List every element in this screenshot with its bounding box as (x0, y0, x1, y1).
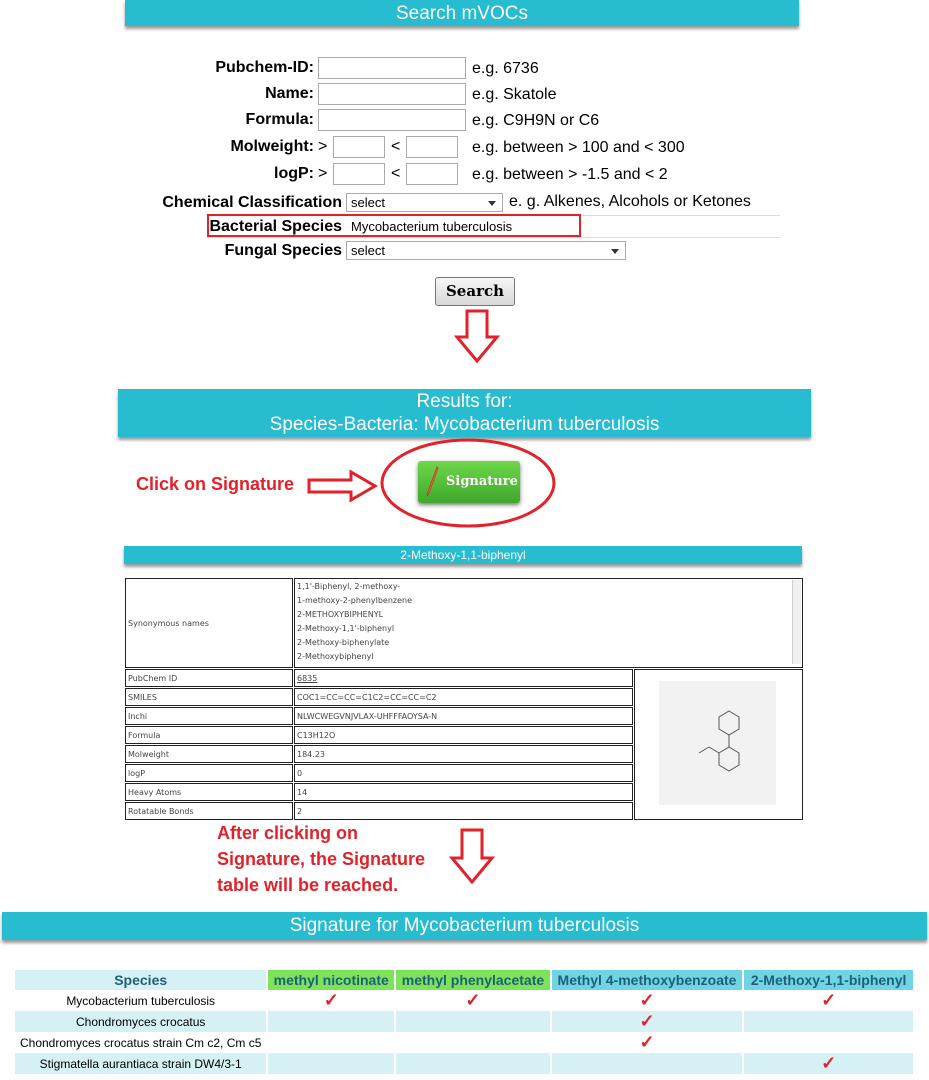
scrollbar[interactable] (792, 580, 801, 664)
logp-label: logP: (274, 165, 314, 182)
check-cell (267, 990, 395, 1011)
down-arrow-icon (450, 828, 494, 884)
logp-hint: e.g. between > -1.5 and < 2 (472, 166, 668, 183)
detail-value: COC1=CC=CC=C1C2=CC=CC=C2 (294, 688, 633, 706)
check-cell (395, 990, 551, 1011)
search-button[interactable] (435, 277, 515, 306)
compound-column-header[interactable]: methyl phenylacetate (395, 970, 551, 990)
synonym-item: 1-methoxy-2-phenylbenzene (297, 596, 413, 605)
check-cell (267, 1011, 395, 1032)
detail-value[interactable]: 6835 (294, 669, 633, 687)
detail-value: 14 (294, 783, 633, 801)
species-name: Chondromyces crocatus strain Cm c2, Cm c5 (15, 1032, 267, 1053)
detail-value: 0 (294, 764, 633, 782)
molweight-hint: e.g. between > 100 and < 300 (472, 139, 685, 156)
checkmark-icon: ✓ (639, 990, 655, 1010)
signature-table (15, 970, 915, 1074)
molweight-min-input[interactable] (333, 136, 385, 158)
search-header (125, 0, 799, 26)
species-column-header: Species (15, 970, 267, 990)
annotation-line1: After clicking on (217, 823, 359, 843)
pubchem-hint: e.g. 6736 (472, 60, 539, 77)
check-cell (743, 1032, 914, 1053)
down-arrow-icon (455, 309, 499, 363)
check-cell (551, 1011, 743, 1032)
signature-button[interactable] (418, 461, 520, 503)
fungal-select[interactable] (346, 241, 626, 260)
synonym-item: 2-Methoxy-biphenylate (297, 638, 390, 647)
pencil-icon (426, 467, 440, 515)
detail-value: C13H12O (294, 726, 633, 744)
synonym-item: 2-METHOXYBIPHENYL (297, 610, 384, 619)
species-name: Mycobacterium tuberculosis (15, 990, 267, 1011)
synonyms-list[interactable] (294, 578, 803, 668)
checkmark-icon: ✓ (639, 1032, 655, 1052)
species-name: Stigmatella aurantiaca strain DW4/3-1 (15, 1053, 267, 1074)
check-cell (395, 1011, 551, 1032)
name-input[interactable] (318, 83, 466, 105)
pubchem-label: Pubchem-ID: (215, 59, 314, 76)
detail-label: logP (125, 764, 293, 782)
results-line1: Results for: (416, 391, 513, 412)
detail-label: Heavy Atoms (125, 783, 293, 801)
compound-title: 2-Methoxy-1,1-biphenyl (400, 548, 526, 562)
table-row (15, 1011, 914, 1032)
molweight-gt: > (318, 138, 328, 155)
name-hint: e.g. Skatole (472, 86, 557, 103)
search-title: Search mVOCs (396, 3, 528, 24)
results-line2: Species-Bacteria: Mycobacterium tuberculosis (269, 414, 660, 435)
compound-column-header[interactable]: Methyl 4-methoxybenzoate (551, 970, 743, 990)
detail-value: NLWCWEGVNJVLAX-UHFFFAOYSA-N (294, 707, 633, 725)
check-cell (267, 1053, 395, 1074)
detail-label: Rotatable Bonds (125, 802, 293, 820)
checkmark-icon: ✓ (323, 990, 339, 1010)
synonym-item: 1,1'-Biphenyl, 2-methoxy- (297, 582, 401, 591)
logp-gt: > (318, 165, 328, 182)
checkmark-icon: ✓ (465, 990, 481, 1010)
table-row (15, 1032, 914, 1053)
detail-label: Inchi (125, 707, 293, 725)
detail-label: PubChem ID (125, 669, 293, 687)
synonyms-label: Synonymous names (125, 578, 293, 668)
compound-header (124, 546, 802, 564)
logp-max-input[interactable] (406, 163, 458, 185)
logp-lt: < (391, 165, 401, 182)
checkmark-icon: ✓ (639, 1011, 655, 1031)
formula-hint: e.g. C9H9N or C6 (472, 112, 600, 129)
logp-min-input[interactable] (333, 163, 385, 185)
results-header (118, 389, 811, 437)
check-cell (743, 1011, 914, 1032)
checkmark-icon: ✓ (821, 990, 837, 1010)
fungal-select-value: select (351, 243, 385, 258)
table-row (15, 990, 914, 1011)
synonym-item: 2-Methoxybiphenyl (297, 652, 374, 661)
check-cell (551, 1053, 743, 1074)
check-cell (551, 990, 743, 1011)
species-name: Chondromyces crocatus (15, 1011, 267, 1032)
search-button-label: Search (445, 282, 505, 300)
structure-image (659, 681, 776, 805)
compound-detail-panel (124, 577, 804, 816)
compound-column-header[interactable]: 2-Methoxy-1,1-biphenyl (743, 970, 914, 990)
detail-label: SMILES (125, 688, 293, 706)
classification-select-value: select (351, 195, 385, 210)
fungal-label: Fungal Species (224, 242, 342, 259)
check-cell (743, 1053, 914, 1074)
compound-column-header[interactable]: methyl nicotinate (267, 970, 395, 990)
classification-hint: e. g. Alkenes, Alcohols or Ketones (509, 193, 751, 210)
annotation-note (217, 820, 425, 898)
check-cell (395, 1053, 551, 1074)
annotation-line2: Signature, the Signature (217, 849, 426, 869)
molweight-max-input[interactable] (406, 136, 458, 158)
signature-button-label: Signature (446, 474, 518, 489)
bacterial-label: Bacterial Species (209, 218, 342, 235)
click-instruction: Click on Signature (136, 474, 295, 494)
detail-label: Molweight (125, 745, 293, 763)
chevron-down-icon (611, 249, 619, 254)
signature-header (2, 912, 927, 940)
name-label: Name: (265, 85, 314, 102)
checkmark-icon: ✓ (821, 1053, 837, 1073)
right-arrow-icon (307, 470, 377, 502)
bacterial-select[interactable] (351, 219, 512, 234)
classification-label: Chemical Classification (162, 194, 342, 211)
table-row (15, 1053, 914, 1074)
check-cell (743, 990, 914, 1011)
pubchem-input[interactable] (318, 57, 466, 79)
chevron-down-icon (488, 201, 496, 206)
detail-label: Formula (125, 726, 293, 744)
signature-title: Signature for Mycobacterium tuberculosis (289, 915, 640, 936)
synonym-item: 2-Methoxy-1,1'-biphenyl (297, 624, 395, 633)
bacterial-select-value: Mycobacterium tuberculosis (351, 219, 513, 234)
formula-label: Formula: (245, 111, 314, 128)
check-cell (267, 1032, 395, 1053)
molweight-label: Molweight: (230, 138, 314, 155)
annotation-line3: table will be reached. (217, 875, 399, 895)
check-cell (551, 1032, 743, 1053)
molweight-lt: < (391, 138, 401, 155)
classification-select[interactable] (346, 193, 503, 212)
detail-value: 2 (294, 802, 633, 820)
check-cell (395, 1032, 551, 1053)
formula-input[interactable] (318, 109, 466, 131)
detail-value: 184.23 (294, 745, 633, 763)
